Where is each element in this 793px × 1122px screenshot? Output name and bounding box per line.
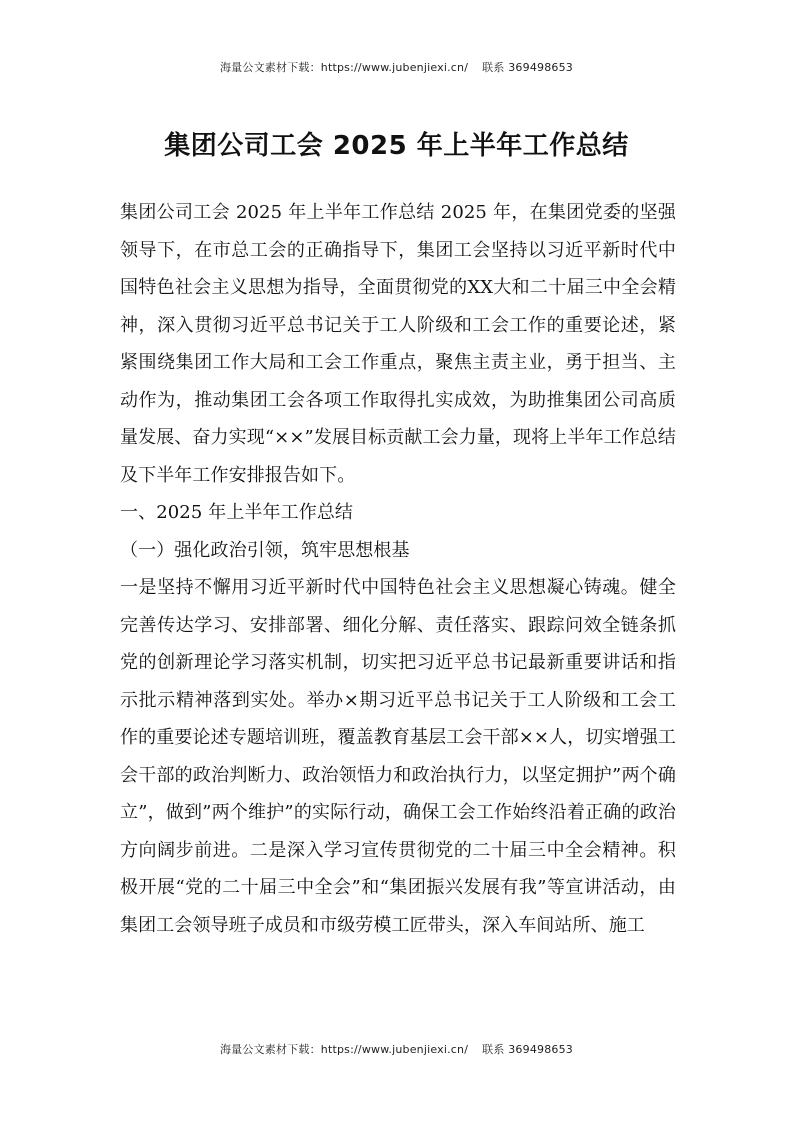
footer-contact: 联系 369498653 (482, 1043, 574, 1056)
document-body (120, 194, 676, 944)
subsection-heading: （一）强化政治引领，筑牢思想根基 (120, 539, 410, 561)
page-footer (0, 1041, 793, 1057)
footer-site-label: 海量公文素材下载：https://www.jubenjiexi.cn/ (219, 1043, 469, 1056)
intro-paragraph: 集团公司工会 2025 年上半年工作总结 2025 年，在集团党委的坚强领导下，在市总工会的正确指导下，集团工会坚持以习近平新时代中国特色社会主义思想为指导，全面贯彻党的XX大和二十届三中全会精神，深入贯彻习近平总书记关于工人阶级和工会工作的重要论述，紧紧围绕集团工作大局和工会工作重点，聚焦主责主业，勇于担当、主动作为，推动集团工会各项工作取得扎实成效，为助推集团公司高质量发展、奋力实现“××”发展目标贡献工会力量，现将上半年工作总结及下半年工作安排报告如下。 (120, 202, 676, 486)
section-heading: 一、2025 年上半年工作总结 (120, 502, 354, 523)
page-header (0, 59, 793, 75)
header-site-label: 海量公文素材下载：https://www.jubenjiexi.cn/ (219, 61, 469, 74)
document-title: 集团公司工会 2025 年上半年工作总结 (164, 131, 629, 161)
header-contact: 联系 369498653 (482, 61, 574, 74)
body-paragraph: 一是坚持不懈用习近平新时代中国特色社会主义思想凝心铸魂。健全完善传达学习、安排部署、细化分解、责任落实、跟踪问效全链条抓党的创新理论学习落实机制，切实把习近平总书记最新重要讲话和指示批示精神落到实处。举办×期习近平总书记关于工人阶级和工会工作的重要论述专题培训班，覆盖教育基层工会干部××人，切实增强工会干部的政治判断力、政治领悟力和政治执行力，以坚定拥护”两个确立”，做到”两个维护”的实际行动，确保工会工作始终沿着正确的政治方向阔步前进。二是深入学习宣传贯彻党的二十届三中全会精神。积极开展“党的二十届三中全会”和“集团振兴发展有我”等宣讲活动，由集团工会领导班子成员和市级劳模工匠带头，深入车间站所、施工 (120, 577, 676, 936)
